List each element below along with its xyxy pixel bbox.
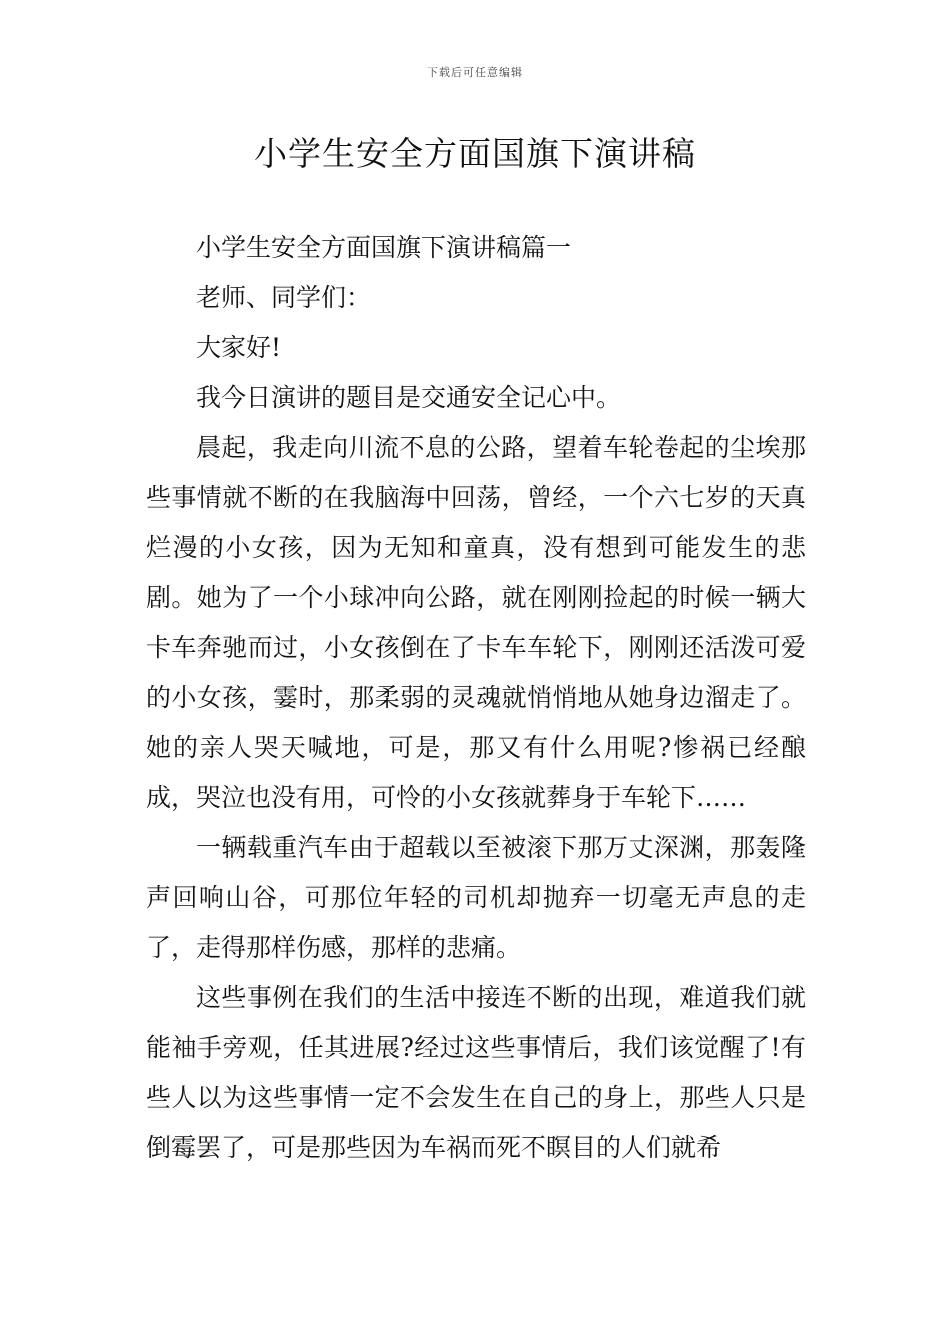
paragraph-greeting: 大家好! bbox=[196, 333, 282, 362]
paragraph-reflection: 这些事例在我们的生活中接连不断的出现，难道我们就能袖手旁观，任其进展?经过这些事情后，我们该觉醒了!有些人以为这些事情一定不会发生在自己的身上，那些人只是倒霉罢了，可是那些因为车祸而死不瞑目的人们就希 bbox=[146, 983, 806, 1162]
header-note: 下载后可任意编辑 bbox=[427, 66, 523, 79]
paragraph-story-girl: 晨起，我走向川流不息的公路，望着车轮卷起的尘埃那些事情就不断的在我脑海中回荡，曾经，一个六七岁的天真烂漫的小女孩，因为无知和童真，没有想到可能发生的悲剧。她为了一个小球冲向公路，就在刚刚捡起的时候一辆大卡车奔驰而过，小女孩倒在了卡车车轮下，刚刚还活泼可爱的小女孩，霎时，那柔弱的灵魂就悄悄地从她身边溜走了。她的亲人哭天喊地，可是，那又有什么用呢?惨祸已经酿成，哭泣也没有用，可怜的小女孩就葬身于车轮下…… bbox=[146, 433, 806, 812]
paragraph-story-truck: 一辆载重汽车由于超载以至被滚下那万丈深渊，那轰隆声回响山谷，可那位年轻的司机却抛弃一切毫无声息的走了，走得那样伤感，那样的悲痛。 bbox=[146, 833, 806, 962]
paragraph-subtitle: 小学生安全方面国旗下演讲稿篇一 bbox=[196, 233, 572, 262]
document-title: 小学生安全方面国旗下演讲稿 bbox=[254, 134, 696, 173]
document-body bbox=[146, 223, 806, 1173]
paragraph-salutation: 老师、同学们： bbox=[196, 283, 372, 312]
paragraph-topic: 我今日演讲的题目是交通安全记心中。 bbox=[196, 383, 622, 412]
